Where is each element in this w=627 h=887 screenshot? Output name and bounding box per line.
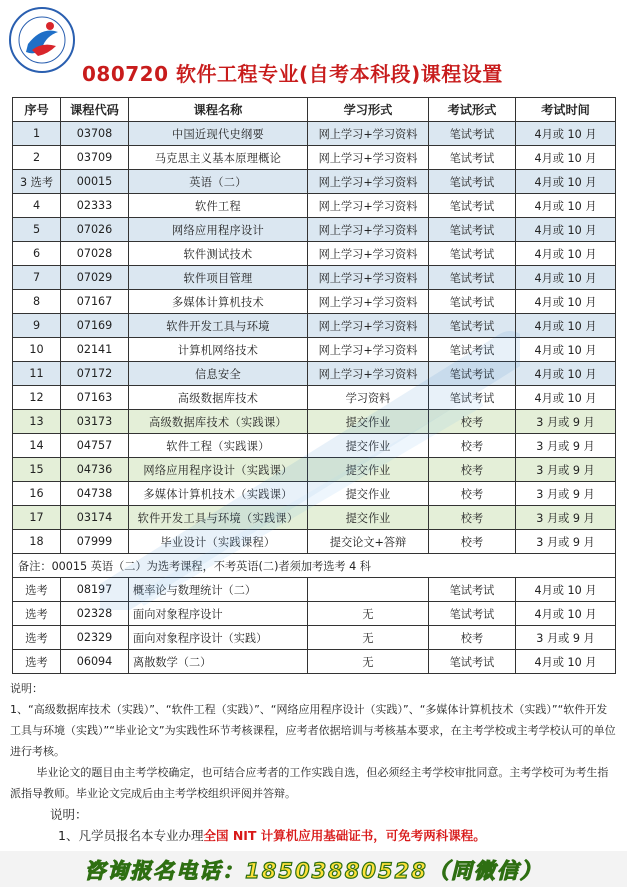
course-name: 信息安全	[129, 362, 308, 386]
exam-time: 4月或 10 月	[516, 194, 616, 218]
course-name: 软件项目管理	[129, 266, 308, 290]
course-code: 08197	[61, 578, 129, 602]
course-name: 离散数学（二）	[129, 650, 308, 674]
col-header-name: 课程名称	[129, 98, 308, 122]
row-index: 8	[13, 290, 61, 314]
exam-time: 4月或 10 月	[516, 362, 616, 386]
row-index: 12	[13, 386, 61, 410]
row-index: 选考	[13, 602, 61, 626]
study-mode: 无	[308, 650, 429, 674]
course-code: 07999	[61, 530, 129, 554]
course-code: 03709	[61, 146, 129, 170]
study-mode: 网上学习+学习资料	[308, 122, 429, 146]
exam-time: 4月或 10 月	[516, 650, 616, 674]
table-row	[13, 290, 616, 314]
table-row	[13, 314, 616, 338]
table-row	[13, 410, 616, 434]
exam-time: 4月或 10 月	[516, 146, 616, 170]
row-index: 10	[13, 338, 61, 362]
exam-time: 3 月或 9 月	[516, 530, 616, 554]
course-code: 07167	[61, 290, 129, 314]
exam-mode: 笔试考试	[429, 194, 516, 218]
study-mode	[308, 578, 429, 602]
table-row	[13, 386, 616, 410]
exam-mode: 笔试考试	[429, 122, 516, 146]
row-index: 1	[13, 122, 61, 146]
exam-mode: 笔试考试	[429, 146, 516, 170]
course-name: 软件开发工具与环境（实践课）	[129, 506, 308, 530]
study-mode: 网上学习+学习资料	[308, 290, 429, 314]
table-row	[13, 482, 616, 506]
course-name: 计算机网络技术	[129, 338, 308, 362]
course-name: 软件测试技术	[129, 242, 308, 266]
exam-mode: 笔试考试	[429, 338, 516, 362]
table-row	[13, 242, 616, 266]
study-mode: 提交作业	[308, 506, 429, 530]
course-name: 面向对象程序设计（实践）	[129, 626, 308, 650]
col-header-study-mode: 学习形式	[308, 98, 429, 122]
elective-row	[13, 650, 616, 674]
table-row	[13, 530, 616, 554]
row-index: 5	[13, 218, 61, 242]
course-name: 概率论与数理统计（二）	[129, 578, 308, 602]
notes-paragraph-1: 1、“高级数据库技术（实践）”、“软件工程（实践）”、“网络应用程序设计（实践）”、“多媒体计算机技术（实践）”“软件开发工具与环境（实践）”“毕业论文”为实践性环节考核课程，应考者依据培训与考核基本要求，在主考学校或主考学校认可的单位进行考核。	[10, 703, 616, 758]
course-code: 02333	[61, 194, 129, 218]
elective-row	[13, 578, 616, 602]
col-header-code: 课程代码	[61, 98, 129, 122]
exam-time: 4月或 10 月	[516, 290, 616, 314]
course-name: 多媒体计算机技术（实践课）	[129, 482, 308, 506]
table-row	[13, 434, 616, 458]
study-mode: 网上学习+学习资料	[308, 146, 429, 170]
exam-time: 3 月或 9 月	[516, 458, 616, 482]
notes-paragraph-2: 毕业论文的题目由主考学校确定，也可结合应考者的工作实践自选，但必须经主考学校审批同意。主考学校可为考生指派指导教师。毕业论文完成后由主考学校组织评阅并答辩。	[10, 766, 609, 800]
exam-mode: 笔试考试	[429, 218, 516, 242]
course-name: 高级数据库技术（实践课）	[129, 410, 308, 434]
notes-label: 说明：	[10, 682, 43, 695]
exam-time: 4月或 10 月	[516, 122, 616, 146]
exam-time: 4月或 10 月	[516, 314, 616, 338]
exam-mode: 笔试考试	[429, 578, 516, 602]
notes-section	[10, 678, 618, 846]
table-row	[13, 122, 616, 146]
course-code: 07028	[61, 242, 129, 266]
exam-mode: 校考	[429, 434, 516, 458]
col-header-exam-time: 考试时间	[516, 98, 616, 122]
exam-time: 4月或 10 月	[516, 338, 616, 362]
exam-time: 3 月或 9 月	[516, 626, 616, 650]
exam-mode: 笔试考试	[429, 650, 516, 674]
course-code: 07026	[61, 218, 129, 242]
study-mode: 提交论文+答辩	[308, 530, 429, 554]
study-mode: 网上学习+学习资料	[308, 362, 429, 386]
row-index: 13	[13, 410, 61, 434]
exam-time: 4月或 10 月	[516, 578, 616, 602]
study-mode: 网上学习+学习资料	[308, 266, 429, 290]
exam-time: 3 月或 9 月	[516, 506, 616, 530]
row-index: 14	[13, 434, 61, 458]
row-index: 6	[13, 242, 61, 266]
course-code: 04736	[61, 458, 129, 482]
course-name: 软件工程	[129, 194, 308, 218]
course-name: 面向对象程序设计	[129, 602, 308, 626]
elective-row	[13, 602, 616, 626]
table-row	[13, 170, 616, 194]
study-mode: 网上学习+学习资料	[308, 242, 429, 266]
exam-mode: 校考	[429, 458, 516, 482]
notes-point-1-prefix: 1、凡学员报名本专业办理	[58, 828, 204, 843]
exam-mode: 笔试考试	[429, 170, 516, 194]
col-header-index: 序号	[13, 98, 61, 122]
course-name: 多媒体计算机技术	[129, 290, 308, 314]
page-title: 080720 软件工程专业(自考本科段)课程设置	[82, 62, 503, 86]
row-index: 2	[13, 146, 61, 170]
exam-time: 4月或 10 月	[516, 266, 616, 290]
table-row	[13, 146, 616, 170]
contact-banner	[0, 851, 627, 887]
study-mode: 无	[308, 602, 429, 626]
table-row	[13, 458, 616, 482]
contact-phone-text: 咨询报名电话：18503880528（同微信）	[84, 859, 543, 883]
study-mode: 无	[308, 626, 429, 650]
row-index: 18	[13, 530, 61, 554]
exam-mode: 校考	[429, 410, 516, 434]
study-mode: 提交作业	[308, 482, 429, 506]
row-index: 7	[13, 266, 61, 290]
study-mode: 网上学习+学习资料	[308, 218, 429, 242]
row-index: 选考	[13, 650, 61, 674]
table-header-row	[13, 98, 616, 122]
course-code: 06094	[61, 650, 129, 674]
study-mode: 学习资料	[308, 386, 429, 410]
table-row	[13, 218, 616, 242]
row-index: 15	[13, 458, 61, 482]
study-mode: 提交作业	[308, 458, 429, 482]
course-name: 中国近现代史纲要	[129, 122, 308, 146]
exam-mode: 笔试考试	[429, 362, 516, 386]
exam-time: 3 月或 9 月	[516, 410, 616, 434]
row-index: 3 选考	[13, 170, 61, 194]
exam-time: 4月或 10 月	[516, 602, 616, 626]
course-code: 07163	[61, 386, 129, 410]
table-row	[13, 506, 616, 530]
course-code: 03174	[61, 506, 129, 530]
exam-mode: 笔试考试	[429, 602, 516, 626]
table-note-row	[13, 554, 616, 578]
table-row	[13, 362, 616, 386]
study-mode: 网上学习+学习资料	[308, 338, 429, 362]
study-mode: 网上学习+学习资料	[308, 170, 429, 194]
course-code: 07172	[61, 362, 129, 386]
course-name: 毕业设计（实践课程）	[129, 530, 308, 554]
course-table	[12, 97, 616, 674]
course-code: 02329	[61, 626, 129, 650]
course-name: 马克思主义基本原理概论	[129, 146, 308, 170]
study-mode: 网上学习+学习资料	[308, 314, 429, 338]
exam-mode: 校考	[429, 626, 516, 650]
course-code: 00015	[61, 170, 129, 194]
exam-time: 4月或 10 月	[516, 170, 616, 194]
exam-mode: 笔试考试	[429, 314, 516, 338]
exam-time: 3 月或 9 月	[516, 434, 616, 458]
course-name: 软件工程（实践课）	[129, 434, 308, 458]
course-code: 04757	[61, 434, 129, 458]
row-index: 11	[13, 362, 61, 386]
exam-mode: 校考	[429, 506, 516, 530]
exam-time: 4月或 10 月	[516, 386, 616, 410]
row-index: 9	[13, 314, 61, 338]
exam-mode: 笔试考试	[429, 290, 516, 314]
exam-mode: 校考	[429, 482, 516, 506]
col-header-exam-mode: 考试形式	[429, 98, 516, 122]
course-code: 04738	[61, 482, 129, 506]
table-row	[13, 194, 616, 218]
row-index: 4	[13, 194, 61, 218]
study-mode: 提交作业	[308, 434, 429, 458]
course-code: 07169	[61, 314, 129, 338]
exam-mode: 校考	[429, 530, 516, 554]
exam-mode: 笔试考试	[429, 242, 516, 266]
course-name: 软件开发工具与环境	[129, 314, 308, 338]
course-code: 02328	[61, 602, 129, 626]
course-name: 网络应用程序设计（实践课）	[129, 458, 308, 482]
notes-label-2: 说明：	[50, 807, 88, 822]
study-mode: 网上学习+学习资料	[308, 194, 429, 218]
exam-time: 4月或 10 月	[516, 218, 616, 242]
course-code: 07029	[61, 266, 129, 290]
exam-time: 3 月或 9 月	[516, 482, 616, 506]
row-index: 选考	[13, 578, 61, 602]
course-code: 03173	[61, 410, 129, 434]
row-index: 17	[13, 506, 61, 530]
study-mode: 提交作业	[308, 410, 429, 434]
row-index: 选考	[13, 626, 61, 650]
elective-row	[13, 626, 616, 650]
university-emblem-icon	[8, 6, 76, 74]
notes-point-1-highlight: 全国 NIT 计算机应用基础证书，可免考两科课程。	[203, 828, 486, 843]
exam-mode: 笔试考试	[429, 266, 516, 290]
course-name: 英语（二）	[129, 170, 308, 194]
row-index: 16	[13, 482, 61, 506]
table-row	[13, 266, 616, 290]
exam-mode: 笔试考试	[429, 386, 516, 410]
course-name: 高级数据库技术	[129, 386, 308, 410]
exam-time: 4月或 10 月	[516, 242, 616, 266]
course-name: 网络应用程序设计	[129, 218, 308, 242]
course-code: 03708	[61, 122, 129, 146]
course-code: 02141	[61, 338, 129, 362]
table-row	[13, 338, 616, 362]
notes-point-1	[10, 825, 618, 846]
table-note: 备注：00015 英语（二）为选考课程，不考英语(二)者须加考选考 4 科	[13, 554, 616, 578]
